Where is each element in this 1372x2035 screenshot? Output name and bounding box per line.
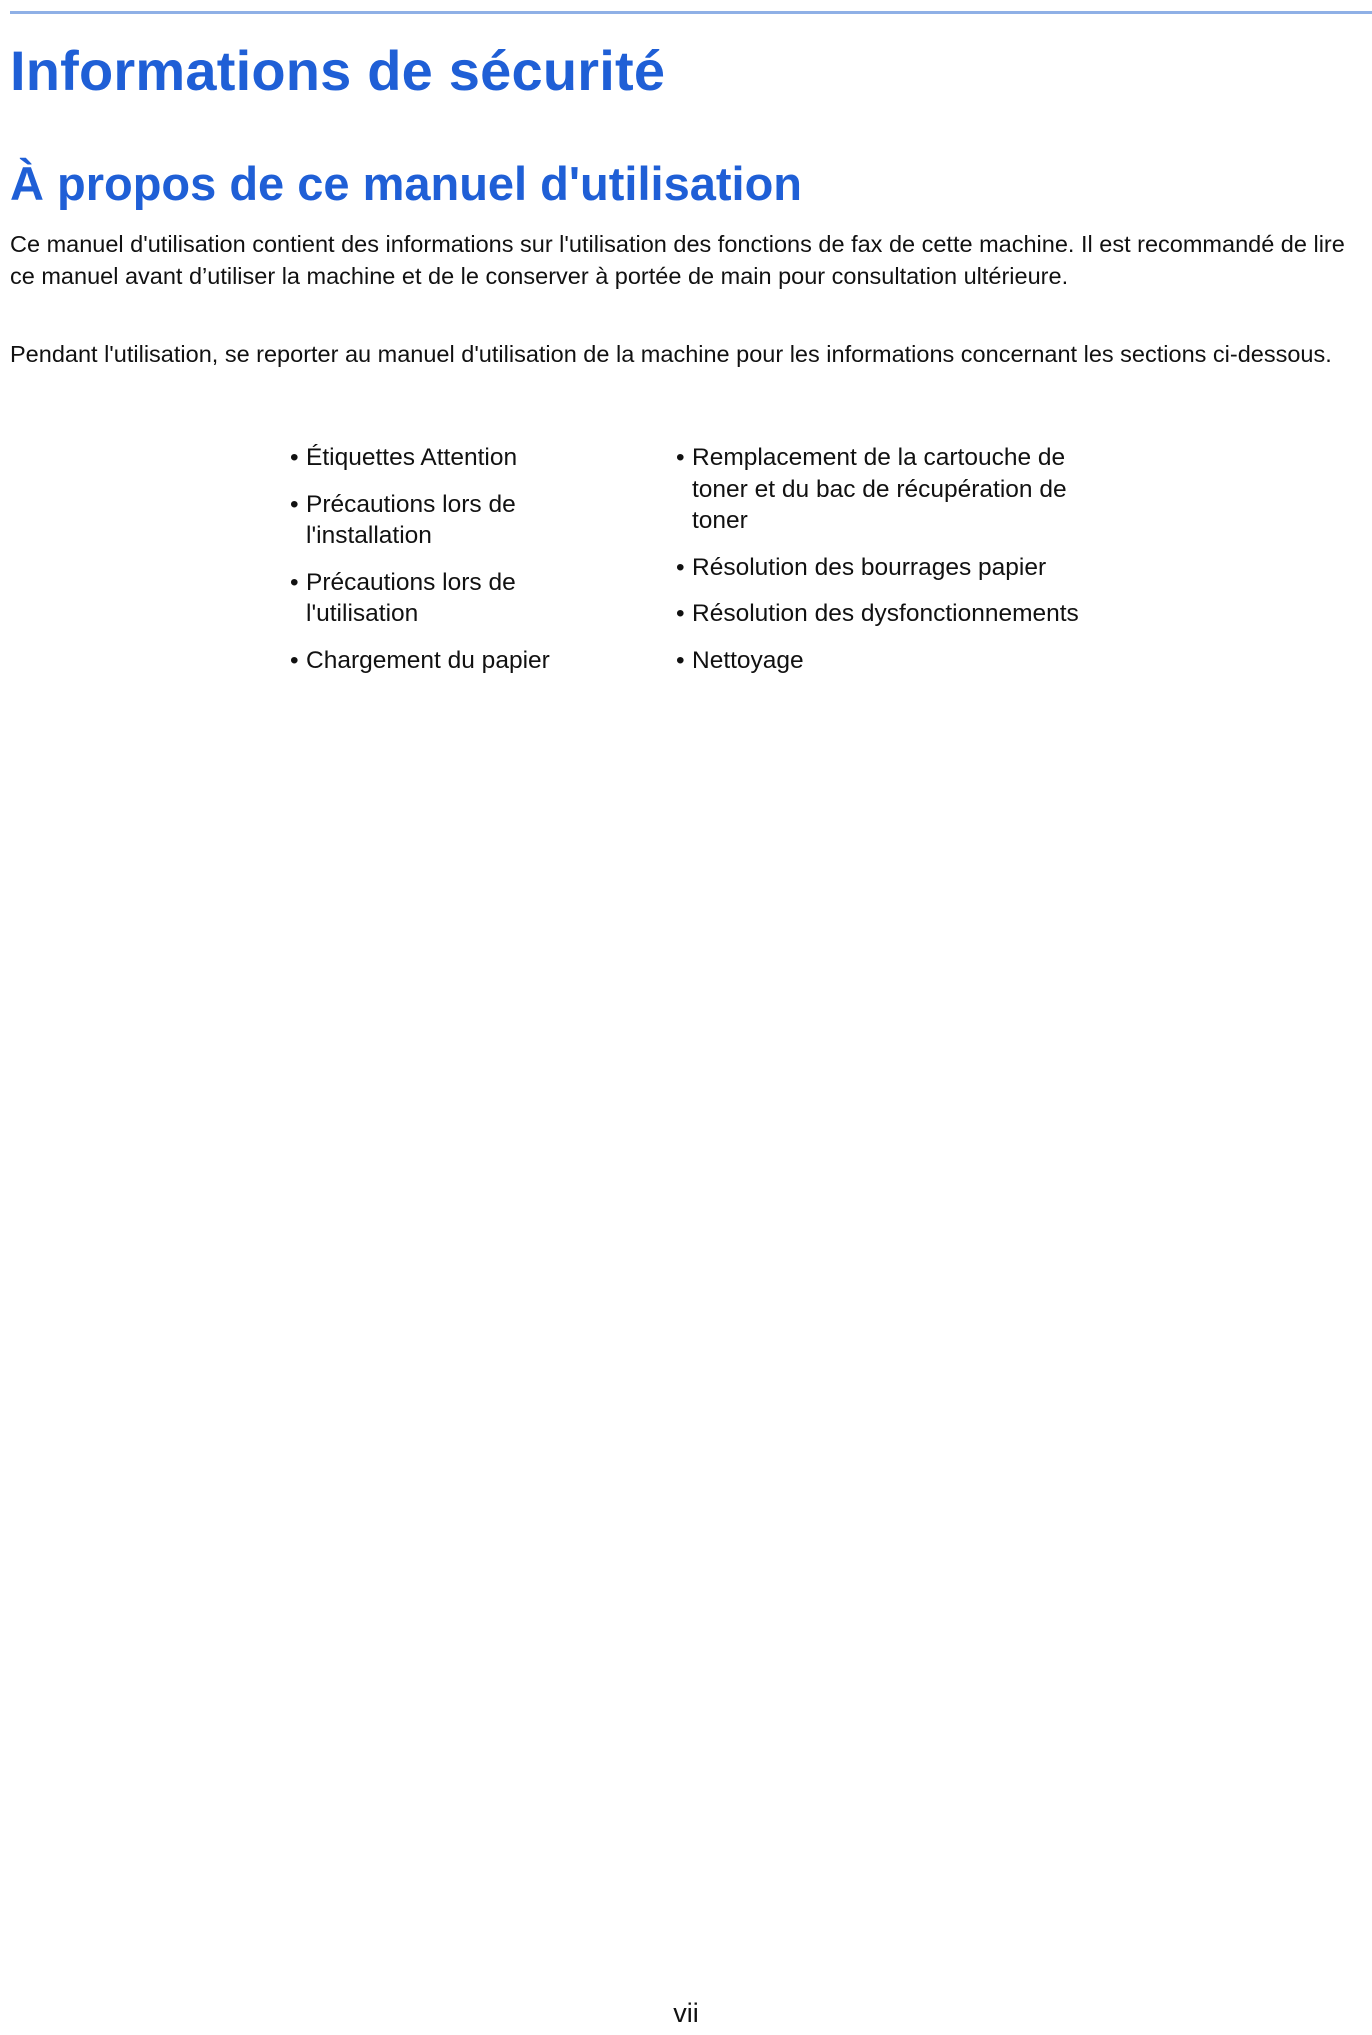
- bullet-icon: •: [290, 490, 299, 518]
- list-item-label: Remplacement de la cartouche de toner et du bac de récupération de toner: [692, 444, 1067, 534]
- bullet-icon: •: [290, 568, 299, 596]
- list-item-label: Résolution des bourrages papier: [692, 553, 1047, 581]
- list-item: [290, 489, 620, 552]
- list-item-label: Précautions lors de l'utilisation: [306, 568, 516, 627]
- page-title: Informations de sécurité: [10, 39, 666, 102]
- topic-list-right: [676, 442, 1136, 691]
- bullet-icon: •: [676, 646, 685, 674]
- reference-paragraph: Pendant l'utilisation, se reporter au manuel d'utilisation de la machine pour les informations concernant les sections ci-dessous.: [10, 341, 1332, 367]
- list-item: [676, 645, 1136, 677]
- topic-list-left: [290, 442, 620, 691]
- page-number: vii: [673, 1998, 699, 2028]
- bullet-icon: •: [290, 444, 299, 471]
- list-item: [676, 442, 1136, 537]
- bullet-icon: •: [676, 600, 685, 627]
- bullet-icon: •: [676, 444, 685, 471]
- list-item-label: Étiquettes Attention: [306, 444, 518, 471]
- top-rule: [10, 11, 1372, 14]
- list-item: [676, 552, 1136, 584]
- list-item: [676, 598, 1136, 630]
- list-item-label: Précautions lors de l'installation: [306, 490, 516, 549]
- section-title: À propos de ce manuel d'utilisation: [10, 157, 803, 210]
- list-item: [290, 442, 620, 474]
- intro-paragraph: Ce manuel d'utilisation contient des informations sur l'utilisation des fonctions de fax de cette machine. Il est recommandé de lire ce manuel avant d’utiliser la machine et de le conserver à portée de main pour consultation ultérieure.: [10, 231, 1345, 289]
- list-item: [290, 567, 620, 630]
- list-item-label: Chargement du papier: [306, 646, 550, 674]
- bullet-icon: •: [676, 553, 685, 581]
- list-item-label: Nettoyage: [692, 646, 804, 674]
- bullet-icon: •: [290, 646, 299, 674]
- list-item: [290, 645, 620, 677]
- list-item-label: Résolution des dysfonctionnements: [692, 600, 1079, 627]
